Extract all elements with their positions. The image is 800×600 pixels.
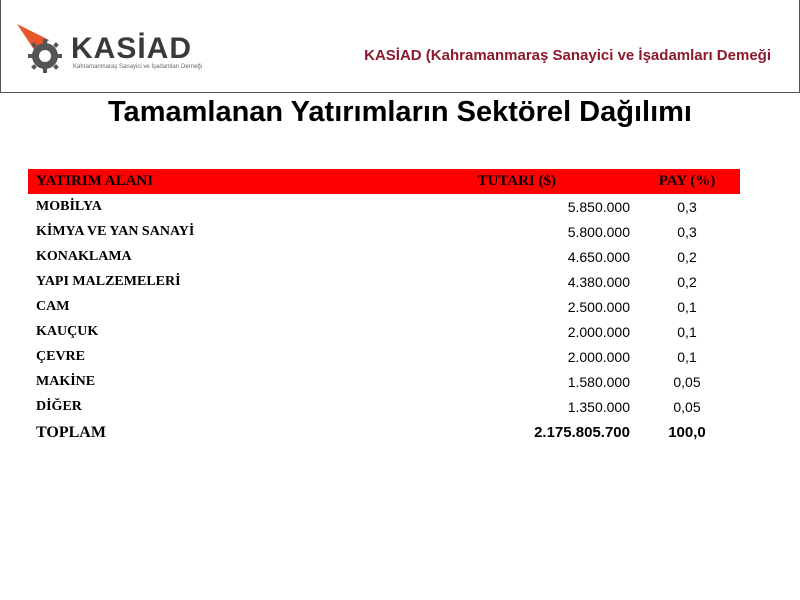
row-share: 0,1 [677,323,697,340]
row-amount: 2.000.000 [567,348,630,365]
table-row [28,344,740,369]
row-amount: 5.850.000 [567,198,630,215]
column-header-amount: TUTARI ($) [356,169,634,194]
column-header-area: YATIRIM ALANI [28,169,356,194]
row-area: CAM [36,298,70,314]
row-area: ÇEVRE [36,348,86,364]
row-area: MAKİNE [36,373,96,389]
row-share: 0,05 [673,398,701,415]
page-title: Tamamlanan Yatırımların Sektörel Dağılımı [108,96,692,128]
row-area: DİĞER [36,398,82,414]
investment-table [28,169,740,446]
organization-name: KASİAD (Kahramanmaraş Sanayici ve İşadamları Demeği [364,47,771,64]
slide-header [0,0,800,93]
total-label: TOPLAM [36,423,106,441]
row-amount: 2.000.000 [567,323,630,340]
table-row [28,394,740,419]
row-share: 0,3 [677,223,697,240]
row-amount: 5.800.000 [567,223,630,240]
row-share: 0,2 [677,273,697,290]
logo-wordmark: KASİAD [71,32,193,65]
table-total-row [28,419,740,446]
table-header-row [28,169,740,194]
table-row [28,319,740,344]
gear-logo-icon [15,20,71,76]
kasiad-logo [15,20,225,76]
row-share: 0,05 [673,373,701,390]
row-amount: 4.650.000 [567,248,630,265]
logo-subtitle: Kahramanmaraş Sanayici ve İşadamları Derneği [73,64,203,70]
row-amount: 1.580.000 [567,373,630,390]
table-row [28,294,740,319]
total-share: 100,0 [668,424,706,441]
row-area: KONAKLAMA [36,248,132,264]
row-amount: 2.500.000 [567,298,630,315]
table-row [28,194,740,219]
row-share: 0,1 [677,298,697,315]
total-amount: 2.175.805.700 [534,424,630,441]
row-share: 0,1 [677,348,697,365]
row-area: YAPI MALZEMELERİ [36,273,181,289]
row-amount: 4.380.000 [567,273,630,290]
row-area: KİMYA VE YAN SANAYİ [36,223,195,239]
row-area: KAUÇUK [36,323,99,339]
row-area: MOBİLYA [36,198,102,214]
table-row [28,244,740,269]
column-header-share: PAY (%) [634,169,740,194]
table-row [28,269,740,294]
row-share: 0,2 [677,248,697,265]
table-row [28,219,740,244]
row-share: 0,3 [677,198,697,215]
row-amount: 1.350.000 [567,398,630,415]
table-row [28,369,740,394]
